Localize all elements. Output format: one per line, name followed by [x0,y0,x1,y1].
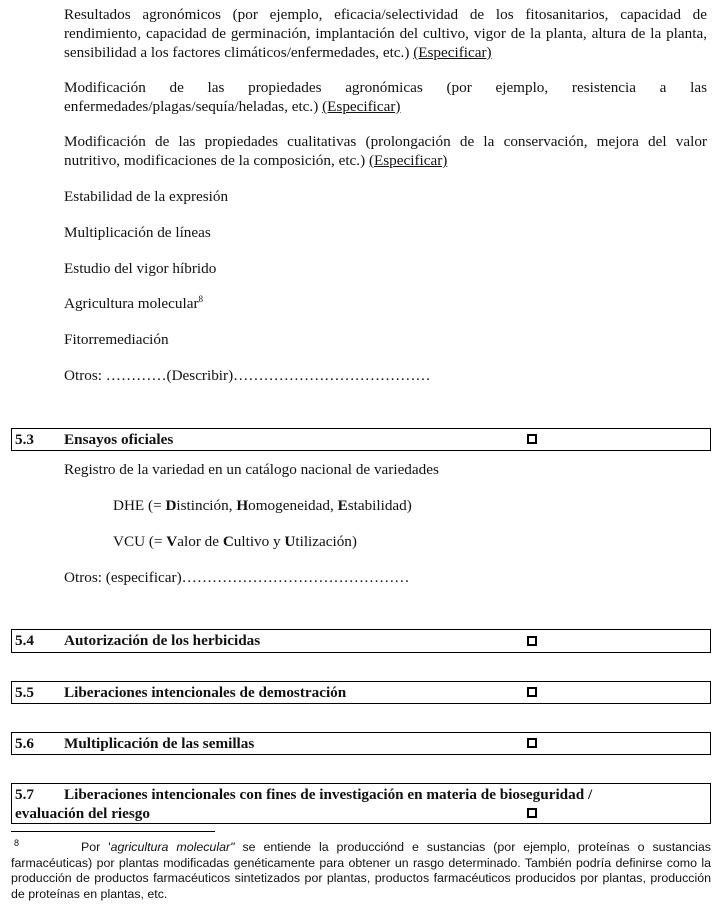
vcu-text-2: ultivo y [233,533,285,550]
section-5-4-checkbox[interactable] [527,636,537,646]
section-5-6-header [11,732,711,755]
others-specify-item: Otros: (especificar)……………………………………… [64,569,410,586]
specify-link[interactable]: (Especificar) [413,44,492,61]
specify-link[interactable]: (Especificar) [368,152,448,169]
section-number: 5.6 [15,735,34,752]
phytoremediation-item: Fitorremediación [64,331,169,348]
footnote-text [11,840,711,902]
hybrid-vigor-item: Estudio del vigor híbrido [64,260,217,277]
section-title: Liberaciones intencionales de demostración [64,684,347,701]
section-5-4-header [11,629,711,653]
section-number: 5.3 [15,431,34,448]
dhe-initial-h: H [236,497,249,514]
vcu-text-3: tilización) [295,533,357,550]
dhe-initial-d: D [165,497,177,514]
molecular-agriculture-text: Agricultura molecular [64,295,199,312]
footnote-divider [11,831,215,832]
dhe-text-1: istinción, [176,497,237,514]
vcu-prefix: VCU (= [113,533,167,550]
section-number: 5.7 [15,786,34,803]
dhe-text-2: omogeneidad, [248,497,338,514]
molecular-agriculture-item [64,294,203,313]
vcu-text-1: alor de [177,533,223,550]
section-title: Multiplicación de las semillas [64,735,255,752]
section-5-5-checkbox[interactable] [527,687,537,697]
footnote-body: se entiende la producciónd e sustancias (por ejemplo, proteínas o sustancias farmacéuticas) por plantas modificadas genéticamente para obtener un rasgo determinado. También podría definirse como la producción de productos farmacéuticos sintetizados por plantas, productos farmacéuticos producidos por plantas, producción de proteínas en plantas, etc. [11,840,712,901]
section-title: Ensayos oficiales [64,431,174,448]
section-5-7-checkbox[interactable] [527,808,537,818]
vcu-initial-c: C [222,533,234,550]
section-title-line-1: Liberaciones intencionales con fines de investigación en materia de bioseguridad / [64,786,593,803]
section-5-5-header [11,681,711,704]
footnote-term: agricultura molecular" [110,840,235,854]
agronomic-results-paragraph [64,5,707,62]
vcu-initial-u: U [284,533,296,550]
section-title: Autorización de los herbicidas [64,632,261,649]
variety-registry-item: Registro de la variedad en un catálogo nacional de variedades [64,461,439,478]
footnote-lead: Por ' [81,840,111,854]
qualitative-properties-paragraph [64,132,707,170]
expression-stability-item: Estabilidad de la expresión [64,188,229,205]
vcu-initial-v: V [166,533,178,550]
line-multiplication-item: Multiplicación de líneas [64,224,211,241]
dhe-prefix: DHE (= [113,497,166,514]
agronomic-properties-paragraph [64,78,707,116]
section-number: 5.5 [15,684,34,701]
section-title-line-2: evaluación del riesgo [15,805,150,822]
section-5-6-checkbox[interactable] [527,738,537,748]
section-5-7-header [11,783,711,824]
dhe-text-3: stabilidad) [347,497,412,514]
footnote-ref[interactable]: 8 [198,293,204,304]
agronomic-properties-text: Modificación de las propiedades agronómicas (por ejemplo, resistencia a las enfermedades/plagas/sequía/heladas, etc.) [64,79,707,115]
agronomic-results-text: Resultados agronómicos (por ejemplo, eficacia/selectividad de los fitosanitarios, capacidad de rendimiento, capacidad de germinación, implantación del cultivo, vigor de la planta, altura de la planta, sensibilidad a los factores climáticos/enfermedades, etc.) [64,6,707,61]
section-5-3-header [11,428,711,451]
dhe-item [113,496,412,515]
footnote-number: 8 [14,838,20,848]
section-number: 5.4 [15,632,34,649]
dhe-initial-e: E [337,497,348,514]
section-5-3-checkbox[interactable] [527,434,537,444]
qualitative-properties-text: Modificación de las propiedades cualitativas (prolongación de la conservación, mejora del valor nutritivo, modificaciones de la composición, etc.) [64,133,707,169]
vcu-item [113,532,357,551]
others-describe-item: Otros: …………(Describir)………………………………… [64,367,431,384]
specify-link[interactable]: (Especificar) [322,98,401,115]
